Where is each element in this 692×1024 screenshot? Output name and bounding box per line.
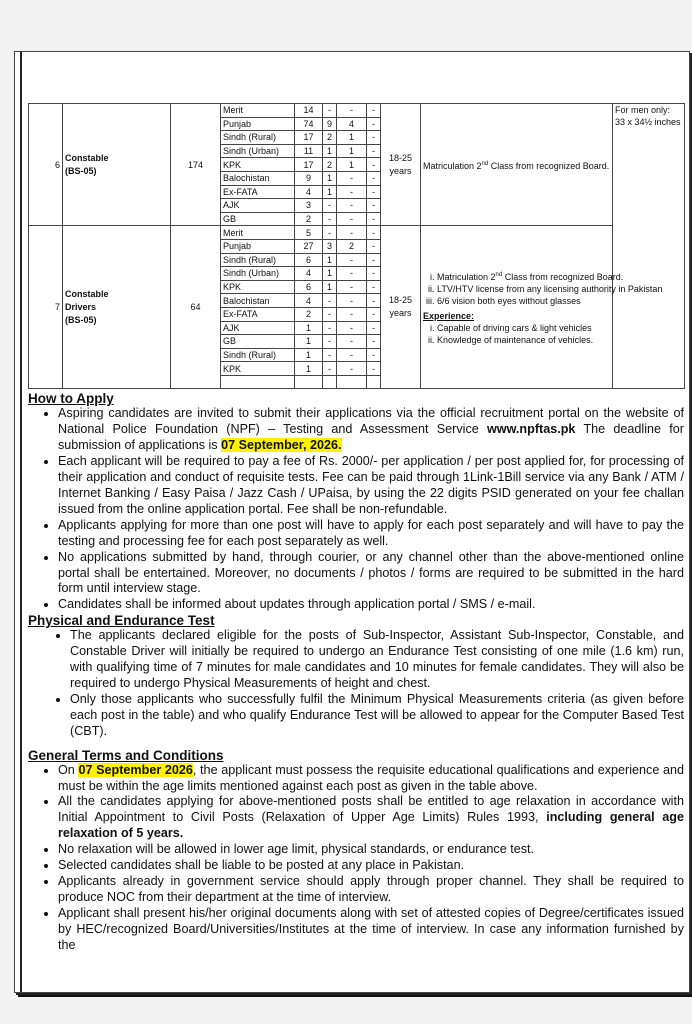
quota-count: 74: [295, 117, 323, 131]
quota-count: 3: [323, 239, 337, 253]
list-item: • Candidates shall be informed about updates through application portal / SMS / e-mail.: [58, 597, 684, 613]
serial-number: 6: [29, 104, 63, 226]
quota-count: 17: [295, 131, 323, 145]
posts-table: [28, 103, 685, 389]
quota-count: -: [367, 158, 381, 172]
quota-count: -: [367, 280, 381, 294]
quota-name: Merit: [221, 226, 295, 240]
quota-count: -: [323, 212, 337, 226]
age-limit: 18-25 years: [381, 226, 421, 389]
list-item: • Each applicant will be required to pay a fee of Rs. 2000/- per application / per post applied for, for processing of their application and conduct of requisite tests. Fee can be paid through 1Link-1Bill service via any Bank / ATM / Internet Banking / Easy Paisa / Jazz Cash / UPaisa, by using the 22 digits PSID generated on your fee challan issued from the online application portal. Fee shall be non-refundable.: [58, 454, 684, 518]
quota-name: Ex-FATA: [221, 185, 295, 199]
quota-count: 5: [295, 226, 323, 240]
quota-count: 4: [295, 267, 323, 281]
quota-count: 9: [323, 117, 337, 131]
table-row: [29, 226, 685, 240]
quota-count: 2: [337, 239, 367, 253]
how-to-apply-list: [28, 406, 684, 613]
quota-count: -: [337, 104, 367, 118]
experience-label: Experience:: [423, 310, 475, 321]
quota-count: 1: [295, 348, 323, 362]
quota-count: -: [337, 348, 367, 362]
quota-count: -: [367, 362, 381, 376]
how-to-apply-section: [28, 391, 684, 613]
quota-count: -: [323, 321, 337, 335]
quota-count: 1: [295, 362, 323, 376]
quota-count: -: [367, 239, 381, 253]
quota-count: -: [337, 171, 367, 185]
list-item: • All the candidates applying for above-mentioned posts shall be entitled to age relaxation in accordance with Initial Appointment to Civil Posts (Relaxation of Upper Age Limits) Rules 1993, including general age relaxation of 5 years.: [58, 794, 684, 842]
quota-count: -: [367, 212, 381, 226]
page-left-rule: [20, 52, 22, 992]
list-item: • Aspiring candidates are invited to submit their applications via the official recruitment portal on the website of National Police Foundation (NPF) – Testing and Assessment Service www.npftas.pk The deadline for submission of applications is 07 September, 2026.: [58, 406, 684, 454]
remarks: For men only: 33 x 34½ inches: [613, 104, 685, 389]
quota-count: -: [367, 335, 381, 349]
quota-count: -: [367, 171, 381, 185]
quota-count: -: [337, 307, 367, 321]
list-item: • No relaxation will be allowed in lower age limit, physical standards, or endurance test.: [58, 842, 684, 858]
age-limit: 18-25 years: [381, 104, 421, 226]
quota-count: 4: [295, 294, 323, 308]
quota-count: -: [337, 253, 367, 267]
total-posts: 64: [171, 226, 221, 389]
quota-count: 2: [323, 131, 337, 145]
quota-count: -: [367, 267, 381, 281]
quota-count: -: [337, 335, 367, 349]
total-posts: 174: [171, 104, 221, 226]
list-item: • The applicants declared eligible for the posts of Sub-Inspector, Assistant Sub-Inspector, Constable, and Constable Driver will initially be required to undergo an Endurance Test consisting of one mile (1.6 km) run, with qualifying time of 7 minutes for male candidates and 10 minutes for female candidates. They will also be required to undergo Physical Measurements of height and chest.: [70, 628, 684, 692]
quota-count: 1: [323, 185, 337, 199]
quota-name: Sindh (Rural): [221, 253, 295, 267]
quota-count: -: [367, 226, 381, 240]
quota-count: -: [367, 199, 381, 213]
post-name: Constable Drivers (BS-05): [63, 226, 171, 389]
quota-count: -: [367, 117, 381, 131]
quota-count: -: [323, 104, 337, 118]
quota-count: -: [337, 226, 367, 240]
quota-name: Sindh (Rural): [221, 348, 295, 362]
quota-name: Balochistan: [221, 171, 295, 185]
quota-count: -: [337, 321, 367, 335]
quota-name: GB: [221, 335, 295, 349]
quota-count: 11: [295, 144, 323, 158]
quota-name: KPK: [221, 280, 295, 294]
quota-count: 6: [295, 253, 323, 267]
quota-count: 4: [295, 185, 323, 199]
serial-number: 7: [29, 226, 63, 389]
physical-test-section: [28, 613, 684, 739]
terms-section: [28, 748, 684, 954]
quota-count: -: [323, 335, 337, 349]
quota-count: -: [323, 362, 337, 376]
quota-count: -: [367, 294, 381, 308]
quota-count: 1: [295, 321, 323, 335]
qualification: i. Matriculation 2nd Class from recognized Board. ii. LTV/HTV license from any licensing authority in Pakistan iii. 6/6 vision both eyes without glasses Experience: i. Capable of driving cars & light vehicles ii. Knowledge of maintenance of vehicles.: [421, 226, 613, 389]
quota-count: 3: [295, 199, 323, 213]
list-item: • Selected candidates shall be liable to be posted at any place in Pakistan.: [58, 858, 684, 874]
quota-count: 1: [323, 280, 337, 294]
quota-count: 1: [337, 144, 367, 158]
quota-count: 1: [323, 171, 337, 185]
quota-count: 6: [295, 280, 323, 294]
portal-url[interactable]: www.npftas.pk: [487, 422, 576, 437]
quota-count: 1: [295, 335, 323, 349]
quota-count: -: [337, 362, 367, 376]
quota-count: -: [337, 185, 367, 199]
terms-list: [28, 763, 684, 954]
quota-count: -: [337, 212, 367, 226]
quota-count: 2: [295, 307, 323, 321]
quota-count: 1: [337, 131, 367, 145]
quota-name: Merit: [221, 104, 295, 118]
post-name: Constable (BS-05): [63, 104, 171, 226]
quota-count: -: [367, 131, 381, 145]
quota-count: [367, 375, 381, 389]
quota-count: -: [367, 144, 381, 158]
quota-count: -: [323, 307, 337, 321]
quota-name: Punjab: [221, 239, 295, 253]
quota-count: 4: [337, 117, 367, 131]
quota-count: -: [337, 199, 367, 213]
quota-count: [295, 375, 323, 389]
quota-name: AJK: [221, 321, 295, 335]
terms-heading: General Terms and Conditions: [28, 747, 224, 763]
quota-name: KPK: [221, 158, 295, 172]
physical-test-list: [28, 628, 684, 739]
quota-name: [221, 375, 295, 389]
list-item: • Applicant shall present his/her original documents along with set of attested copies of Degree/certificates issued by HEC/recognized Board/Universities/Institutes at the time of interview. In case any information furnished by the: [58, 906, 684, 954]
quota-count: -: [337, 267, 367, 281]
list-item: • Applicants already in government service should apply through proper channel. They shall be required to produce NOC from their department at the time of interview.: [58, 874, 684, 906]
quota-count: -: [337, 294, 367, 308]
quota-count: -: [323, 226, 337, 240]
quota-count: 14: [295, 104, 323, 118]
list-item: • No applications submitted by hand, through courier, or any channel other than the above-mentioned online portal shall be entertained. Moreover, no documents / photos / forms are required to be submitted in the hard form until interview stage.: [58, 550, 684, 598]
list-item: • Applicants applying for more than one post will have to apply for each post separately and will have to pay the testing and processing fee for each post separately as well.: [58, 518, 684, 550]
quota-count: 27: [295, 239, 323, 253]
quota-name: GB: [221, 212, 295, 226]
quota-count: -: [323, 199, 337, 213]
quota-name: Punjab: [221, 117, 295, 131]
quota-count: -: [367, 104, 381, 118]
quota-count: 1: [323, 253, 337, 267]
quota-count: 1: [323, 144, 337, 158]
quota-name: Sindh (Urban): [221, 267, 295, 281]
deadline-date: 07 September, 2026.: [221, 438, 342, 453]
list-item: • Only those applicants who successfully fulfil the Minimum Physical Measurements criteria (as given before each post in the table) and who qualify Endurance Test will be allowed to appear for the Computer Based Test (CBT).: [70, 692, 684, 740]
qualification: Matriculation 2nd Class from recognized Board.: [421, 104, 613, 226]
quota-count: [337, 375, 367, 389]
eligibility-date: 07 September 2026: [78, 762, 193, 777]
list-item: • On 07 September 2026, the applicant must possess the requisite educational qualifications and experience and must be within the age limits mentioned against each post as given in the table above.: [58, 763, 684, 795]
quota-count: 2: [323, 158, 337, 172]
quota-count: [323, 375, 337, 389]
quota-name: Sindh (Urban): [221, 144, 295, 158]
quota-name: AJK: [221, 199, 295, 213]
quota-name: Sindh (Rural): [221, 131, 295, 145]
quota-count: -: [323, 294, 337, 308]
quota-count: -: [367, 253, 381, 267]
quota-count: -: [367, 307, 381, 321]
table-row: [29, 104, 685, 118]
quota-count: 9: [295, 171, 323, 185]
quota-count: 17: [295, 158, 323, 172]
quota-count: -: [323, 348, 337, 362]
quota-name: Balochistan: [221, 294, 295, 308]
quota-name: Ex-FATA: [221, 307, 295, 321]
quota-name: KPK: [221, 362, 295, 376]
quota-count: 1: [337, 158, 367, 172]
how-to-apply-heading: How to Apply: [28, 391, 114, 407]
quota-count: -: [367, 185, 381, 199]
physical-test-heading: Physical and Endurance Test: [28, 613, 215, 629]
document-content: [28, 103, 684, 953]
quota-count: -: [337, 280, 367, 294]
quota-count: 2: [295, 212, 323, 226]
quota-count: 1: [323, 267, 337, 281]
quota-count: -: [367, 321, 381, 335]
quota-count: -: [367, 348, 381, 362]
